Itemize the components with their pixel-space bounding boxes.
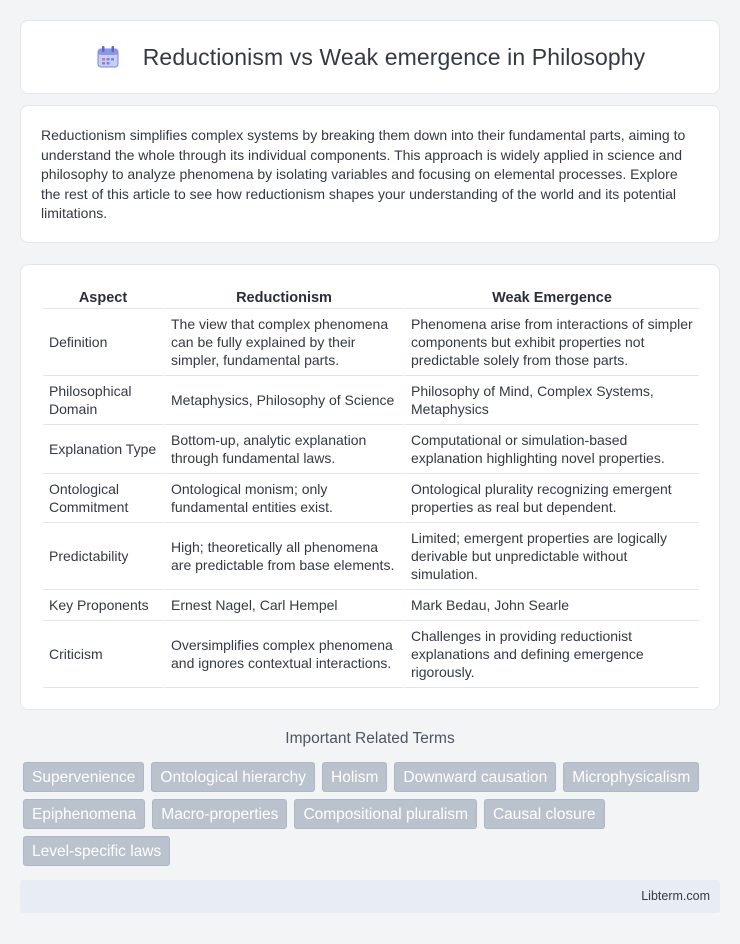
cell-aspect: Philosophical Domain [43, 376, 163, 425]
related-term-tag[interactable]: Level-specific laws [23, 836, 170, 866]
comparison-table [43, 285, 699, 688]
cell-aspect: Predictability [43, 523, 163, 590]
related-term-tag[interactable]: Compositional pluralism [294, 799, 477, 829]
cell-reductionism: High; theoretically all phenomena are predictable from base elements. [163, 523, 403, 590]
cell-aspect: Definition [43, 309, 163, 376]
footer [20, 880, 720, 913]
header-weak-emergence: Weak Emergence [403, 285, 699, 309]
page-title: Reductionism vs Weak emergence in Philosophy [142, 43, 646, 70]
cell-reductionism: Ernest Nagel, Carl Hempel [163, 590, 403, 621]
table-row [43, 309, 699, 376]
related-terms-heading: Important Related Terms [285, 730, 455, 747]
header-aspect: Aspect [43, 285, 163, 309]
table-row [43, 590, 699, 621]
cell-weak-emergence: Computational or simulation-based explanation highlighting novel properties. [403, 425, 699, 474]
cell-aspect: Key Proponents [43, 590, 163, 621]
intro-text: Reductionism simplifies complex systems by breaking them down into their fundamental parts, aiming to understand the whole through its individual components. This approach is widely applied in science and philosophy to analyze phenomena by isolating variables and focusing on elemental processes. Explore the rest of this article to see how reductionism shapes your understanding of the world and its potential limitations. [41, 127, 686, 221]
related-terms-list [23, 762, 723, 866]
related-term-tag[interactable]: Epiphenomena [23, 799, 145, 829]
related-term-tag[interactable]: Ontological hierarchy [151, 762, 315, 792]
cell-aspect: Criticism [43, 621, 163, 688]
cell-weak-emergence: Mark Bedau, John Searle [403, 590, 699, 621]
cell-reductionism: Metaphysics, Philosophy of Science [163, 376, 403, 425]
table-row [43, 425, 699, 474]
table-row [43, 376, 699, 425]
cell-aspect: Ontological Commitment [43, 474, 163, 523]
title-card [20, 20, 720, 94]
cell-weak-emergence: Ontological plurality recognizing emergent properties as real but dependent. [403, 474, 699, 523]
cell-reductionism: Bottom-up, analytic explanation through fundamental laws. [163, 425, 403, 474]
footer-brand[interactable]: Libterm.com [641, 889, 710, 903]
cell-reductionism: Ontological monism; only fundamental entities exist. [163, 474, 403, 523]
calendar-icon [95, 44, 121, 70]
table-row [43, 474, 699, 523]
cell-aspect: Explanation Type [43, 425, 163, 474]
related-term-tag[interactable]: Downward causation [394, 762, 556, 792]
related-term-tag[interactable]: Causal closure [484, 799, 605, 829]
cell-reductionism: Oversimplifies complex phenomena and ignores contextual interactions. [163, 621, 403, 688]
cell-weak-emergence: Philosophy of Mind, Complex Systems, Metaphysics [403, 376, 699, 425]
cell-weak-emergence: Phenomena arise from interactions of simpler components but exhibit properties not predictable solely from those parts. [403, 309, 699, 376]
table-row [43, 621, 699, 688]
related-term-tag[interactable]: Supervenience [23, 762, 144, 792]
table-row [43, 523, 699, 590]
related-term-tag[interactable]: Holism [322, 762, 387, 792]
related-term-tag[interactable]: Microphysicalism [563, 762, 699, 792]
comparison-table-card [20, 264, 720, 710]
cell-weak-emergence: Limited; emergent properties are logically derivable but unpredictable without simulation. [403, 523, 699, 590]
related-term-tag[interactable]: Macro-properties [152, 799, 287, 829]
cell-reductionism: The view that complex phenomena can be fully explained by their simpler, fundamental parts. [163, 309, 403, 376]
cell-weak-emergence: Challenges in providing reductionist explanations and defining emergence rigorously. [403, 621, 699, 688]
header-reductionism: Reductionism [163, 285, 403, 309]
table-header-row [43, 285, 699, 309]
intro-card [20, 105, 720, 243]
